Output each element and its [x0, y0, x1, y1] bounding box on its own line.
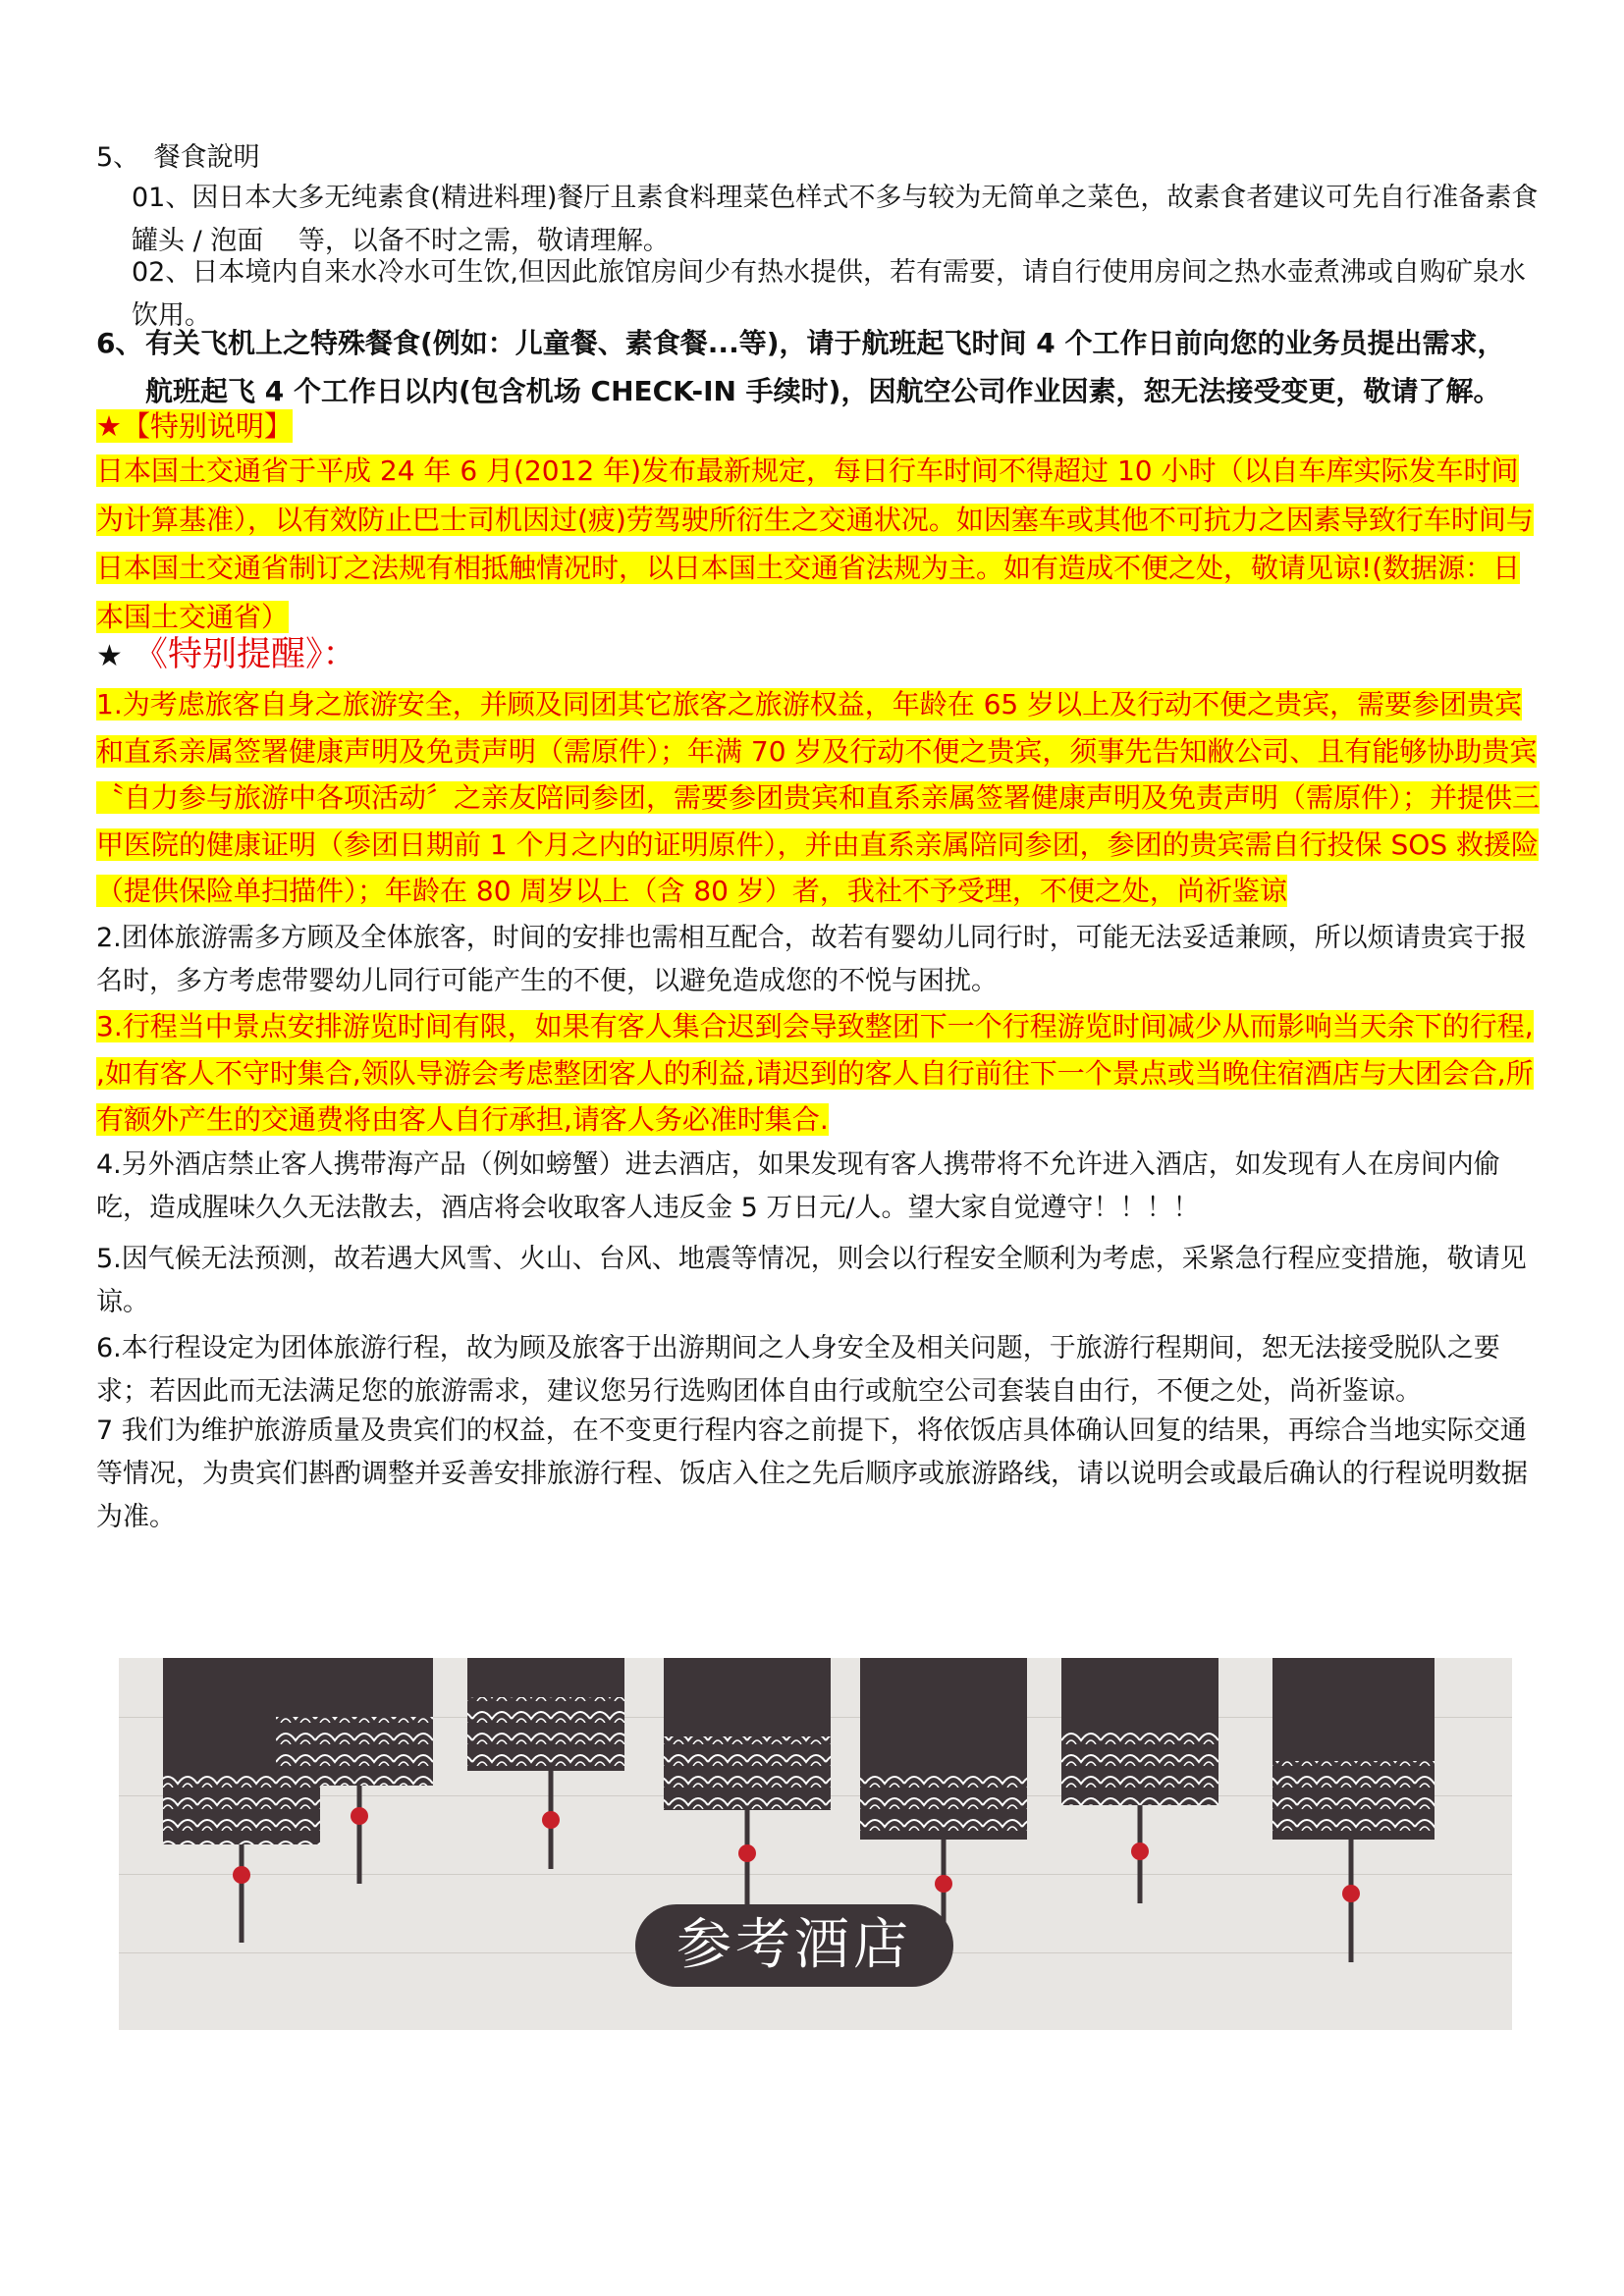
reminder-title: 《特别提醒》： — [134, 635, 357, 674]
star-icon: ★ — [96, 639, 123, 673]
flight-meal-section — [96, 319, 1540, 415]
curtain-panel — [1061, 1658, 1218, 1903]
reminder-item-5: 5.因气候无法预测，故若遇大风雪、火山、台风、地震等情况，则会以行程安全顺利为考虑，采紧急行程应变措施，敬请见谅。 — [96, 1244, 1527, 1317]
flight-number: 6、 — [96, 327, 143, 359]
reminder-item-2: 2.团体旅游需多方顾及全体旅客，时间的安排也需相互配合，故若有婴幼儿同行时，可能无法妥适兼顾，所以烦请贵宾于报名时，多方考虑带婴幼儿同行可能产生的不便，以避免造成您的不悦与困扰。 — [96, 923, 1527, 996]
curtain-panel — [1272, 1658, 1435, 1962]
curtain-panel — [664, 1658, 831, 1923]
meal-item-1: 01、因日本大多无纯素食(精进料理)餐厅且素食料理菜色样式不多与较为无简单之菜色，故素食者建议可先自行准备素食罐头 / 泡面 等，以备不时之需，敬请理解。 — [132, 183, 1539, 256]
reminder-item-4: 4.另外酒店禁止客人携带海产品（例如螃蟹）进去酒店，如果发现有客人携带将不允许进入酒店，如发现有人在房间内偷吃，造成腥味久久无法散去，酒店将会收取客人违反金 5 万日元/人。望大家自觉遵守！！！！ — [96, 1149, 1500, 1223]
reminder-item-6: 6.本行程设定为团体旅游行程，故为顾及旅客于出游期间之人身安全及相关问题，于旅游行程期间，恕无法接受脱队之要求；若因此而无法满足您的旅游需求，建议您另行选购团体自由行或航空公司套装自由行，不便之处，尚祈鉴谅。 — [96, 1333, 1500, 1407]
reference-hotel-banner — [119, 1658, 1512, 2030]
reminder-item-3: 3.行程当中景点安排游览时间有限，如果有客人集合迟到会导致整团下一个行程游览时间减少从而影响当天余下的行程, ,如有客人不守时集合,领队导游会考虑整团客人的利益,请迟到的客人自行前往下一个景点或当晚住宿酒店与大团会合,所有额外产生的交通费将由客人自行承担,请客人务必准时集合. — [96, 1010, 1534, 1136]
reminder-item-1: 1.为考虑旅客自身之旅游安全，并顾及同团其它旅客之旅游权益，年龄在 65 岁以上及行动不便之贵宾，需要参团贵宾和直系亲属签署健康声明及免责声明（需原件）；年满 70 岁及行动不便之贵宾，须事先告知敝公司、且有能够协助贵宾〝自力参与旅游中各项活动〞之亲友陪同参团，需要参团贵宾和直系亲属签署健康声明及免责声明（需原件）；并提供三甲医院的健康证明（参团日期前 1 个月之内的证明原件），并由直系亲属陪同参团，参团的贵宾需自行投保 SOS 救援险（提供保险单扫描件）；年龄在 80 周岁以上（含 80 岁）者，我社不予受理，不便之处，尚祈鉴谅 — [96, 688, 1541, 907]
curtain-panel — [276, 1658, 433, 1884]
flight-line-1: 有关飞机上之特殊餐食(例如：儿童餐、素食餐...等)，请于航班起飞时间 4 个工作日前向您的业务员提出需求， — [145, 327, 1505, 359]
reminder-item-7: 7 我们为维护旅游质量及贵宾们的权益，在不变更行程内容之前提下，将依饭店具体确认回复的结果，再综合当地实际交通等情况，为贵宾们斟酌调整并妥善安排旅游行程、饭店入住之先后顺序或旅游路线，请以说明会或最后确认的行程说明数据为准。 — [96, 1415, 1528, 1532]
reminder-heading — [96, 628, 1540, 683]
meal-item-2: 02、日本境内自来水冷水可生饮,但因此旅馆房间少有热水提供，若有需要，请自行使用房间之热水壶煮沸或自购矿泉水饮用。 — [132, 257, 1526, 331]
flight-line-2: 航班起飞 4 个工作日以内(包含机场 CHECK-IN 手续时)，因航空公司作业因素，恕无法接受变更，敬请了解。 — [145, 375, 1501, 407]
special-note-title: ★【特别说明】 — [96, 409, 293, 443]
banner-title: 参考酒店 — [635, 1904, 953, 1987]
meal-title: 餐食說明 — [153, 142, 260, 173]
curtain-panel — [467, 1658, 624, 1869]
special-note-body: 日本国土交通省于平成 24 年 6 月(2012 年)发布最新规定，每日行车时间不得超过 10 小时（以自车库实际发车时间为计算基准），以有效防止巴士司机因过(疲)劳驾驶所衍生之交通状况。如因塞车或其他不可抗力之因素导致行车时间与日本国土交通省制订之法规有相抵触情况时，以日本国土交通省法规为主。如有造成不便之处，敬请见谅!(数据源：日本国土交通省） — [96, 454, 1534, 633]
meal-section-heading — [96, 134, 1540, 181]
meal-number: 5、 — [96, 142, 140, 173]
